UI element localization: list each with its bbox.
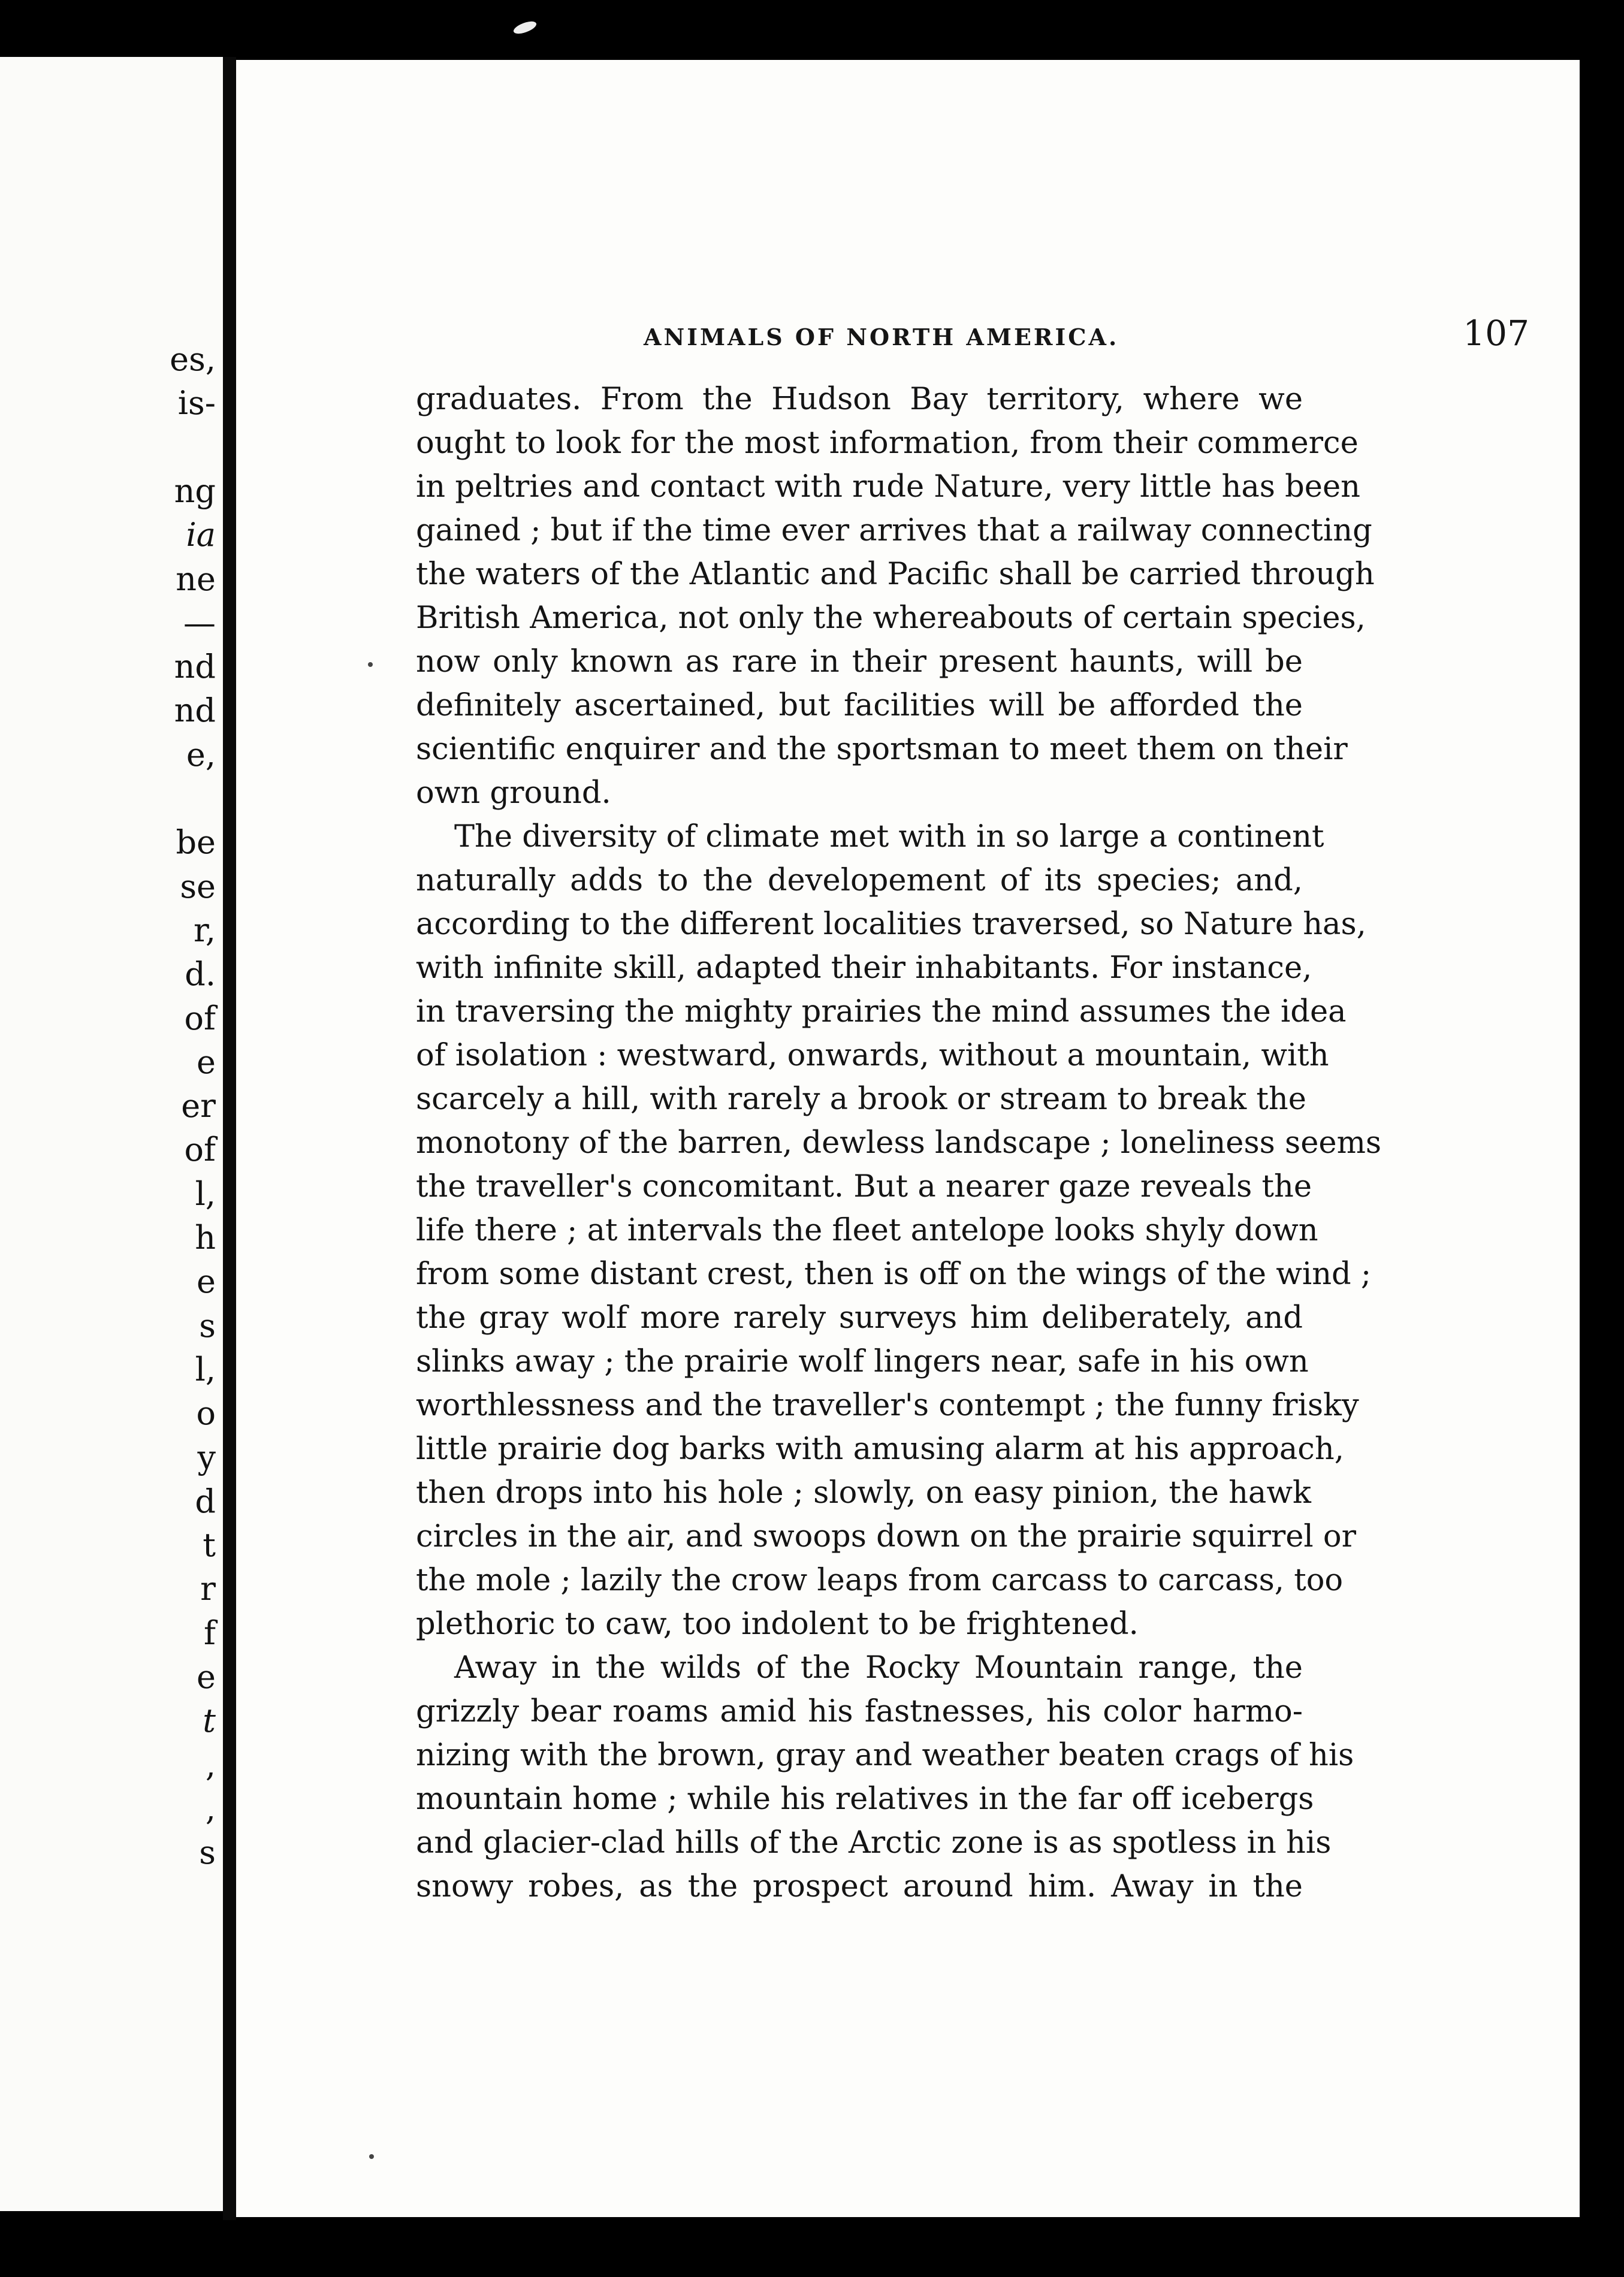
text-line: in peltries and contact with rude Nature, very little has been: [416, 469, 1360, 505]
text-line: British America, not only the whereabouts of certain species,: [416, 600, 1366, 636]
left-line-fragment: er: [181, 1087, 216, 1125]
left-line-fragment: ,: [205, 1790, 216, 1828]
text-line: life there ; at intervals the fleet antelope looks shyly down: [416, 1213, 1318, 1248]
left-page-line-fragments: [0, 57, 223, 2211]
text-line: from some distant crest, then is off on the wings of the wind ;: [416, 1257, 1372, 1292]
scan-speck: [369, 2154, 374, 2159]
text-line: and glacier-clad hills of the Arctic zone is as spotless in his: [416, 1825, 1332, 1861]
left-line-fragment: h: [195, 1219, 216, 1257]
body-text: [416, 378, 1382, 1908]
left-line-fragment: of: [184, 999, 216, 1037]
text-line: plethoric to caw, too indolent to be frightened.: [416, 1606, 1139, 1642]
left-line-fragment: l,: [195, 1351, 216, 1388]
left-line-fragment: l,: [195, 1175, 216, 1213]
text-line: naturally adds to the developement of its species; and,: [416, 863, 1303, 898]
left-line-fragment: ng: [174, 472, 216, 510]
text-line: circles in the air, and swoops down on the prairie squirrel or: [416, 1519, 1356, 1554]
text-line: the waters of the Atlantic and Pacific shall be carried through: [416, 557, 1375, 592]
text-line: nizing with the brown, gray and weather beaten crags of his: [416, 1738, 1354, 1773]
left-line-fragment: s: [199, 1307, 216, 1345]
page-number: 107: [1463, 313, 1529, 354]
text-line: then drops into his hole ; slowly, on easy pinion, the hawk: [416, 1475, 1311, 1511]
text-line: with infinite skill, adapted their inhabitants. For instance,: [416, 950, 1312, 986]
left-line-fragment: nd: [174, 691, 216, 729]
text-line: slinks away ; the prairie wolf lingers near, safe in his own: [416, 1344, 1309, 1379]
left-line-fragment: ne: [176, 560, 216, 598]
text-line: the mole ; lazily the crow leaps from carcass to carcass, too: [416, 1563, 1344, 1598]
text-line: scientific enquirer and the sportsman to meet them on their: [416, 732, 1348, 767]
left-line-fragment: e: [197, 1043, 216, 1081]
text-line: snowy robes, as the prospect around him. Away in the: [416, 1869, 1303, 1904]
left-line-fragment: —: [183, 604, 216, 642]
text-line: monotony of the barren, dewless landscape ; loneliness seems: [416, 1125, 1382, 1161]
text-line: definitely ascertained, but facilities will be afforded the: [416, 688, 1303, 723]
left-line-fragment: t: [203, 1702, 216, 1740]
text-line: according to the different localities traversed, so Nature has,: [416, 907, 1366, 942]
left-line-fragment: of: [184, 1131, 216, 1168]
left-line-fragment: r,: [193, 911, 216, 949]
text-line: own ground.: [416, 775, 611, 811]
left-line-fragment: s: [199, 1834, 216, 1871]
running-head: [644, 313, 1543, 361]
scan-artifact-mark: [512, 18, 538, 37]
text-line: of isolation : westward, onwards, without a mountain, with: [416, 1038, 1329, 1073]
text-line: now only known as rare in their present haunts, will be: [416, 644, 1303, 680]
text-line: little prairie dog barks with amusing alarm at his approach,: [416, 1432, 1344, 1467]
left-line-fragment: es,: [170, 340, 216, 378]
left-line-fragment: nd: [174, 648, 216, 685]
text-line: graduates. From the Hudson Bay territory, where we: [416, 382, 1303, 417]
left-line-fragment: o: [196, 1394, 216, 1432]
left-line-fragment: e: [197, 1658, 216, 1696]
left-line-fragment: is-: [177, 384, 216, 422]
book-page-right: [236, 60, 1580, 2217]
text-line: gained ; but if the time ever arrives that a railway connecting: [416, 513, 1372, 548]
text-line: scarcely a hill, with rarely a brook or stream to break the: [416, 1082, 1306, 1117]
text-line: ought to look for the most information, from their commerce: [416, 425, 1359, 461]
text-line: Away in the wilds of the Rocky Mountain range, the: [454, 1650, 1303, 1686]
left-line-fragment: d.: [185, 955, 216, 993]
scan-speck: [368, 662, 373, 667]
left-line-fragment: e,: [186, 736, 216, 774]
text-line: mountain home ; while his relatives in the far off icebergs: [416, 1781, 1314, 1817]
left-line-fragment: se: [180, 868, 216, 905]
left-line-fragment: y: [197, 1439, 216, 1476]
text-line: the gray wolf more rarely surveys him deliberately, and: [416, 1300, 1303, 1336]
book-gutter: [223, 57, 236, 2220]
text-line: The diversity of climate met with in so large a continent: [454, 819, 1324, 854]
left-line-fragment: d: [195, 1482, 216, 1520]
facing-page-left: [0, 57, 223, 2211]
text-line: the traveller's concomitant. But a nearer gaze reveals the: [416, 1169, 1312, 1204]
left-line-fragment: t: [203, 1526, 216, 1564]
running-title: ANIMALS OF NORTH AMERICA.: [644, 324, 1119, 351]
left-line-fragment: ia: [186, 516, 216, 554]
left-line-fragment: be: [176, 823, 216, 861]
left-line-fragment: f: [204, 1614, 216, 1652]
text-line: worthlessness and the traveller's contempt ; the funny frisky: [416, 1388, 1359, 1423]
text-line: grizzly bear roams amid his fastnesses, his color harmo-: [416, 1694, 1303, 1729]
left-line-fragment: e: [197, 1263, 216, 1300]
left-line-fragment: r: [200, 1570, 216, 1608]
text-line: in traversing the mighty prairies the mind assumes the idea: [416, 994, 1347, 1029]
left-line-fragment: ,: [205, 1746, 216, 1784]
